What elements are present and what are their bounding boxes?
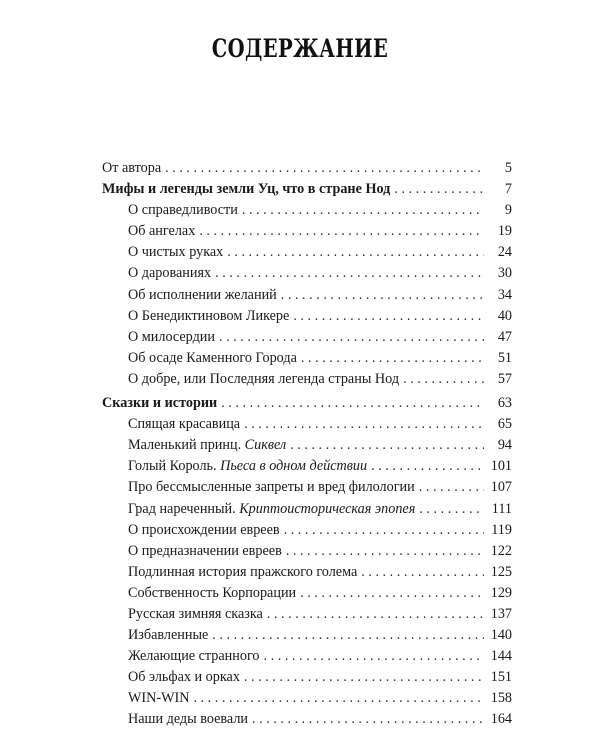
toc-page-number: 19 bbox=[497, 223, 512, 240]
toc-page-number: 63 bbox=[497, 395, 512, 412]
toc-entry-title bbox=[128, 627, 212, 644]
toc-page-number: 164 bbox=[490, 711, 512, 728]
toc-entry-title-text: Маленький принц. bbox=[128, 437, 242, 454]
toc-entry-title bbox=[128, 501, 419, 518]
toc-entry-title bbox=[128, 669, 244, 686]
toc-entry-title bbox=[128, 265, 215, 282]
toc-page-number: 137 bbox=[490, 605, 512, 622]
dot-leader bbox=[300, 585, 484, 602]
toc-page-number: 125 bbox=[490, 563, 512, 580]
toc-page-number: 140 bbox=[490, 627, 512, 644]
dot-leader bbox=[165, 160, 484, 177]
toc-entry-title-text: Об эльфах и орках bbox=[128, 669, 240, 686]
toc-page-number: 47 bbox=[497, 328, 512, 345]
toc-entry-title-text: Желающие странного bbox=[128, 648, 260, 665]
toc-entry bbox=[102, 522, 512, 543]
toc-entry bbox=[102, 160, 512, 181]
toc-entry-subtitle: Сиквел bbox=[244, 437, 287, 454]
toc-entry-title-text: Град нареченный. bbox=[128, 500, 236, 517]
toc-page-number: 107 bbox=[490, 479, 512, 496]
dot-leader bbox=[199, 223, 484, 240]
toc-page-number: 57 bbox=[497, 370, 512, 387]
dot-leader bbox=[419, 479, 484, 496]
toc-section-entry bbox=[102, 181, 512, 202]
toc-entry bbox=[102, 606, 512, 627]
toc-page-number: 65 bbox=[497, 416, 512, 433]
toc-entry bbox=[102, 564, 512, 585]
toc-entry-title bbox=[128, 606, 267, 623]
toc-entry-title-text: Наши деды воевали bbox=[128, 711, 249, 728]
toc-page-number: 51 bbox=[497, 349, 512, 366]
toc-page-number: 144 bbox=[490, 648, 512, 665]
toc-entry-title bbox=[128, 329, 219, 346]
toc-page-number: 94 bbox=[497, 437, 512, 454]
toc-entry bbox=[102, 585, 512, 606]
toc-entry bbox=[102, 543, 512, 564]
toc-entry bbox=[102, 711, 512, 732]
toc-page-number: 9 bbox=[504, 202, 512, 219]
toc-entry-title bbox=[128, 371, 403, 388]
toc-entry-title-text: О Бенедиктиновом Ликере bbox=[128, 307, 290, 324]
toc-section-entry bbox=[102, 395, 512, 416]
toc-entry bbox=[102, 416, 512, 437]
toc-entry-title-text: О дарованиях bbox=[128, 265, 212, 282]
toc-entry-title bbox=[128, 522, 284, 539]
toc-entry-subtitle: Пьеса в одном действии bbox=[220, 458, 368, 475]
toc-entry-title-text: Спящая красавица bbox=[128, 416, 241, 433]
toc-page-number: 5 bbox=[504, 160, 512, 176]
toc-entry-title bbox=[128, 648, 264, 665]
toc-page-number: 119 bbox=[491, 521, 512, 538]
dot-leader bbox=[219, 329, 484, 346]
toc-entry bbox=[102, 458, 512, 479]
toc-entry bbox=[102, 244, 512, 265]
toc-page-number: 24 bbox=[497, 244, 512, 261]
toc-entry-title-text: Собственность Корпорации bbox=[128, 584, 297, 601]
toc-entry-title-text: От автора bbox=[102, 160, 162, 176]
toc-entry-title-text: О милосердии bbox=[128, 328, 215, 345]
toc-page-number: 101 bbox=[490, 458, 512, 475]
toc-entry-title-text: Об исполнении желаний bbox=[128, 286, 277, 303]
toc-entry bbox=[102, 223, 512, 244]
toc-entry bbox=[102, 371, 512, 392]
toc-entry-title bbox=[128, 711, 252, 728]
dot-leader bbox=[301, 350, 484, 367]
dot-leader bbox=[290, 437, 484, 454]
dot-leader bbox=[403, 371, 484, 388]
toc-entry bbox=[102, 437, 512, 458]
dot-leader bbox=[252, 711, 484, 728]
toc-page-number: 151 bbox=[490, 669, 512, 686]
toc-entry-title-text: Подлинная история пражского голема bbox=[128, 563, 358, 580]
dot-leader bbox=[264, 648, 484, 665]
dot-leader bbox=[221, 395, 484, 412]
toc-page-number: 7 bbox=[504, 181, 512, 198]
dot-leader bbox=[212, 627, 484, 644]
dot-leader bbox=[286, 543, 484, 560]
toc-entry-title-text: Мифы и легенды земли Уц, что в стране Нод bbox=[102, 181, 391, 198]
toc-entry bbox=[102, 202, 512, 223]
toc-entry-title bbox=[128, 244, 227, 261]
toc-entry-title-text: WIN-WIN bbox=[128, 690, 190, 707]
dot-leader bbox=[244, 669, 484, 686]
toc-entry-title-text: О чистых руках bbox=[128, 244, 224, 261]
toc-entry-title bbox=[128, 458, 371, 475]
toc-entry-title-text: Избавленные bbox=[128, 627, 209, 644]
toc-entry-title bbox=[128, 287, 281, 304]
toc-page-number: 40 bbox=[497, 307, 512, 324]
toc-entry-title bbox=[128, 543, 286, 560]
toc-entry-title-text: О происхождении евреев bbox=[128, 521, 280, 538]
dot-leader bbox=[242, 202, 484, 219]
dot-leader bbox=[361, 564, 484, 581]
toc-entry-title bbox=[128, 223, 199, 240]
toc-entry bbox=[102, 329, 512, 350]
toc-entry bbox=[102, 350, 512, 371]
toc-page-number: 111 bbox=[491, 500, 512, 517]
dot-leader bbox=[244, 416, 484, 433]
toc-entry-title bbox=[128, 585, 300, 602]
toc-entry-title-text: Об ангелах bbox=[128, 223, 196, 240]
toc-entry bbox=[102, 648, 512, 669]
dot-leader bbox=[394, 181, 484, 198]
toc-page-number: 34 bbox=[497, 286, 512, 303]
toc-entry-title bbox=[128, 416, 244, 433]
toc-entry bbox=[102, 627, 512, 648]
dot-leader bbox=[227, 244, 484, 261]
dot-leader bbox=[293, 308, 484, 325]
toc-entry-title bbox=[128, 350, 301, 367]
dot-leader bbox=[419, 501, 484, 518]
toc-entry-title bbox=[128, 690, 193, 707]
toc-entry bbox=[102, 669, 512, 690]
toc-entry-title-text: Голый Король. bbox=[128, 458, 217, 475]
toc-entry-title-text: Об осаде Каменного Города bbox=[128, 349, 297, 366]
dot-leader bbox=[193, 690, 484, 707]
toc-entry-title-text: О справедливости bbox=[128, 202, 238, 219]
toc-entry bbox=[102, 287, 512, 308]
toc-entry-title-text: О добре, или Последняя легенда страны Нод bbox=[128, 370, 400, 387]
toc-entry bbox=[102, 308, 512, 329]
page-title: СОДЕРЖАНИЕ bbox=[211, 34, 389, 63]
toc-page-number: 129 bbox=[490, 584, 512, 601]
dot-leader bbox=[215, 265, 484, 282]
toc-page-number: 30 bbox=[497, 265, 512, 282]
dot-leader bbox=[371, 458, 484, 475]
toc-entry-title bbox=[102, 160, 165, 177]
toc-page-number: 122 bbox=[490, 542, 512, 559]
toc-entry-title bbox=[128, 437, 290, 454]
toc-entry-title bbox=[102, 395, 221, 412]
table-of-contents bbox=[102, 160, 512, 733]
toc-entry-title-text: О предназначении евреев bbox=[128, 542, 282, 559]
toc-entry-title-text: Русская зимняя сказка bbox=[128, 605, 263, 622]
toc-entry bbox=[102, 479, 512, 500]
dot-leader bbox=[284, 522, 484, 539]
toc-entry-title-text: Сказки и истории bbox=[102, 395, 218, 412]
toc-entry-title bbox=[128, 479, 419, 496]
toc-entry bbox=[102, 265, 512, 286]
toc-entry bbox=[102, 501, 512, 522]
toc-entry-title bbox=[128, 202, 242, 219]
toc-entry bbox=[102, 690, 512, 711]
toc-entry-title-text: Про бессмысленные запреты и вред филологии bbox=[128, 479, 415, 496]
toc-entry-title bbox=[128, 564, 361, 581]
dot-leader bbox=[281, 287, 484, 304]
toc-page-number: 158 bbox=[490, 690, 512, 707]
toc-entry-title bbox=[128, 308, 293, 325]
toc-entry-subtitle: Криптоисторическая эпопея bbox=[239, 500, 416, 517]
dot-leader bbox=[267, 606, 484, 623]
toc-entry-title bbox=[102, 181, 394, 198]
